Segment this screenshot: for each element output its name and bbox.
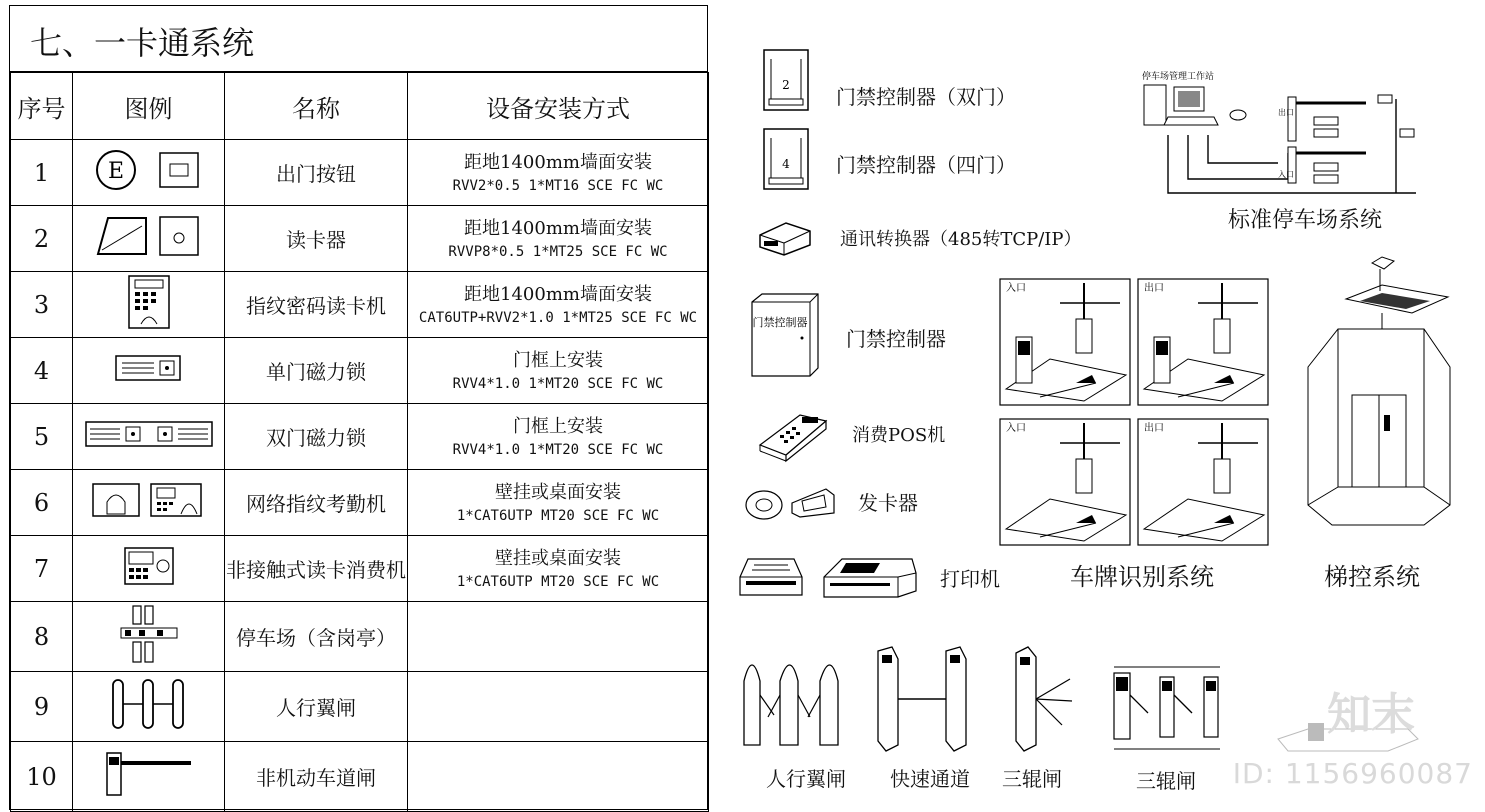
elevator-label: 梯控系统 (1324, 563, 1420, 591)
row-legend (73, 404, 225, 470)
plate-panel-label: 出口 (1144, 283, 1164, 294)
fingerprint-keypad-icon (119, 311, 179, 335)
row-install (408, 272, 709, 338)
card-reader-icon (94, 239, 204, 263)
wing-gate-icon (109, 713, 189, 737)
row-name: 停车场（含岗亭） (225, 602, 408, 672)
row-number: 4 (11, 338, 73, 404)
header-legend: 图例 (73, 73, 225, 140)
row-name: 单门磁力锁 (225, 338, 408, 404)
barrier-gate-icon (101, 780, 197, 804)
install-cable: CAT6UTP+RVV2*1.0 1*MT25 SCE FC WC (418, 309, 698, 326)
legend-panel (9, 5, 708, 810)
row-number: 2 (11, 206, 73, 272)
install-cable: RVV4*1.0 1*MT20 SCE FC WC (452, 375, 664, 392)
row-number: 3 (11, 272, 73, 338)
table-row (11, 672, 709, 742)
row-name: 读卡器 (225, 206, 408, 272)
wing-gate-diagram (738, 645, 858, 755)
controller-label: 门禁控制器 (846, 327, 946, 351)
row-install (408, 470, 709, 536)
plate-panel (1138, 419, 1268, 545)
tripod-plan-diagram (1108, 655, 1238, 759)
row-number: 10 (11, 742, 73, 812)
row-install (408, 536, 709, 602)
row-legend (73, 742, 225, 812)
parking-exit-text: 出口 (1278, 108, 1294, 117)
row-number: 1 (11, 140, 73, 206)
install-location: 壁挂或桌面安装 (495, 547, 621, 569)
install-location: 门框上安装 (513, 415, 603, 437)
row-legend (73, 536, 225, 602)
pos-label: 消费POS机 (852, 425, 946, 446)
plate-panel (1138, 279, 1268, 405)
install-cable: RVV4*1.0 1*MT20 SCE FC WC (452, 441, 664, 458)
install-location: 距地1400mm墙面安装 (464, 283, 652, 305)
exit-button-icon (94, 159, 204, 197)
plate-panel (1000, 419, 1130, 545)
plate-panel (1000, 279, 1130, 405)
pos-reader-icon (123, 567, 175, 591)
table-row (11, 272, 709, 338)
plate-panel-label: 入口 (1006, 423, 1026, 434)
converter-icon (756, 217, 814, 257)
table-row (11, 404, 709, 470)
single-maglock-icon (114, 364, 184, 388)
attendance-machine-icon (89, 501, 209, 525)
install-location: 门框上安装 (513, 349, 603, 371)
row-legend (73, 602, 225, 672)
four-door-controller-icon (763, 128, 809, 190)
elevator-diagram (1302, 255, 1452, 535)
section-title: 七、一卡通系统 (10, 6, 707, 72)
card-issuer-icon (742, 483, 838, 521)
ctrl2-mark: 2 (782, 78, 790, 92)
row-name: 网络指纹考勤机 (225, 470, 408, 536)
row-install (408, 602, 709, 672)
printer-label: 打印机 (940, 567, 1000, 591)
row-install (408, 140, 709, 206)
row-name: 出门按钮 (225, 140, 408, 206)
row-legend (73, 338, 225, 404)
install-cable: 1*CAT6UTP MT20 SCE FC WC (456, 573, 660, 590)
watermark-brand: 知末 (1327, 689, 1415, 740)
install-cable: RVVP8*0.5 1*MT25 SCE FC WC (448, 243, 668, 260)
table-row (11, 140, 709, 206)
plate-recognition-diagram (1000, 273, 1270, 545)
table-header-row (11, 73, 709, 140)
double-door-controller-icon (763, 49, 809, 111)
svg-text:E: E (107, 159, 124, 184)
row-number: 5 (11, 404, 73, 470)
tripod-turnstile-diagram (1008, 645, 1078, 755)
install-location: 距地1400mm墙面安装 (464, 151, 652, 173)
row-number: 8 (11, 602, 73, 672)
controller-box-icon (750, 292, 820, 378)
row-name: 指纹密码读卡机 (225, 272, 408, 338)
row-name: 双门磁力锁 (225, 404, 408, 470)
pos-icon (756, 405, 832, 463)
row-number: 7 (11, 536, 73, 602)
row-install (408, 742, 709, 812)
ctrl4-label: 门禁控制器（四门） (836, 153, 1016, 177)
install-cable: 1*CAT6UTP MT20 SCE FC WC (456, 507, 660, 524)
double-maglock-icon (84, 430, 214, 454)
table-row (11, 470, 709, 536)
parking-station-text: 停车场管理工作站 (1142, 72, 1215, 82)
header-install: 设备安装方式 (408, 73, 709, 140)
row-install (408, 404, 709, 470)
tripod-label-2: 三辊闸 (1136, 769, 1196, 793)
tripod-label-1: 三辊闸 (1002, 767, 1062, 791)
wing-gate-label: 人行翼闸 (766, 767, 846, 791)
row-install (408, 672, 709, 742)
row-number: 6 (11, 470, 73, 536)
table-row (11, 742, 709, 812)
issuer-label: 发卡器 (858, 491, 918, 515)
printer-small-icon (736, 551, 806, 601)
plate-panel-label: 出口 (1144, 423, 1164, 434)
install-location: 距地1400mm墙面安装 (464, 217, 652, 239)
row-name: 人行翼闸 (225, 672, 408, 742)
row-name: 非接触式读卡消费机 (225, 536, 408, 602)
row-legend (73, 272, 225, 338)
row-install (408, 206, 709, 272)
printer-large-icon (820, 553, 920, 601)
legend-table (10, 72, 709, 812)
plate-panel-label: 入口 (1006, 283, 1026, 294)
ctrl4-mark: 4 (782, 157, 790, 171)
row-legend (73, 470, 225, 536)
row-name: 非机动车道闸 (225, 742, 408, 812)
parking-entrance-text: 入口 (1278, 170, 1294, 179)
row-legend (73, 672, 225, 742)
parking-icon (117, 647, 181, 671)
plate-label: 车牌识别系统 (1070, 563, 1214, 591)
table-row (11, 338, 709, 404)
table-row (11, 602, 709, 672)
converter-label: 通讯转换器（485转TCP/IP） (840, 229, 1082, 250)
table-row (11, 536, 709, 602)
install-cable: RVV2*0.5 1*MT16 SCE FC WC (452, 177, 664, 194)
row-number: 9 (11, 672, 73, 742)
row-install (408, 338, 709, 404)
row-legend (73, 206, 225, 272)
header-name: 名称 (225, 73, 408, 140)
row-legend (73, 140, 225, 206)
header-no: 序号 (11, 73, 73, 140)
table-row (11, 206, 709, 272)
fast-lane-diagram (868, 645, 978, 755)
install-location: 壁挂或桌面安装 (495, 481, 621, 503)
ctrl2-label: 门禁控制器（双门） (836, 85, 1016, 109)
watermark-id: ID: 1156960087 (1232, 757, 1473, 790)
fast-lane-label: 快速通道 (890, 767, 970, 791)
controller-box-text: 门禁控制器 (752, 316, 808, 329)
parking-label: 标准停车场系统 (1228, 208, 1383, 233)
parking-system-diagram (1138, 69, 1428, 201)
